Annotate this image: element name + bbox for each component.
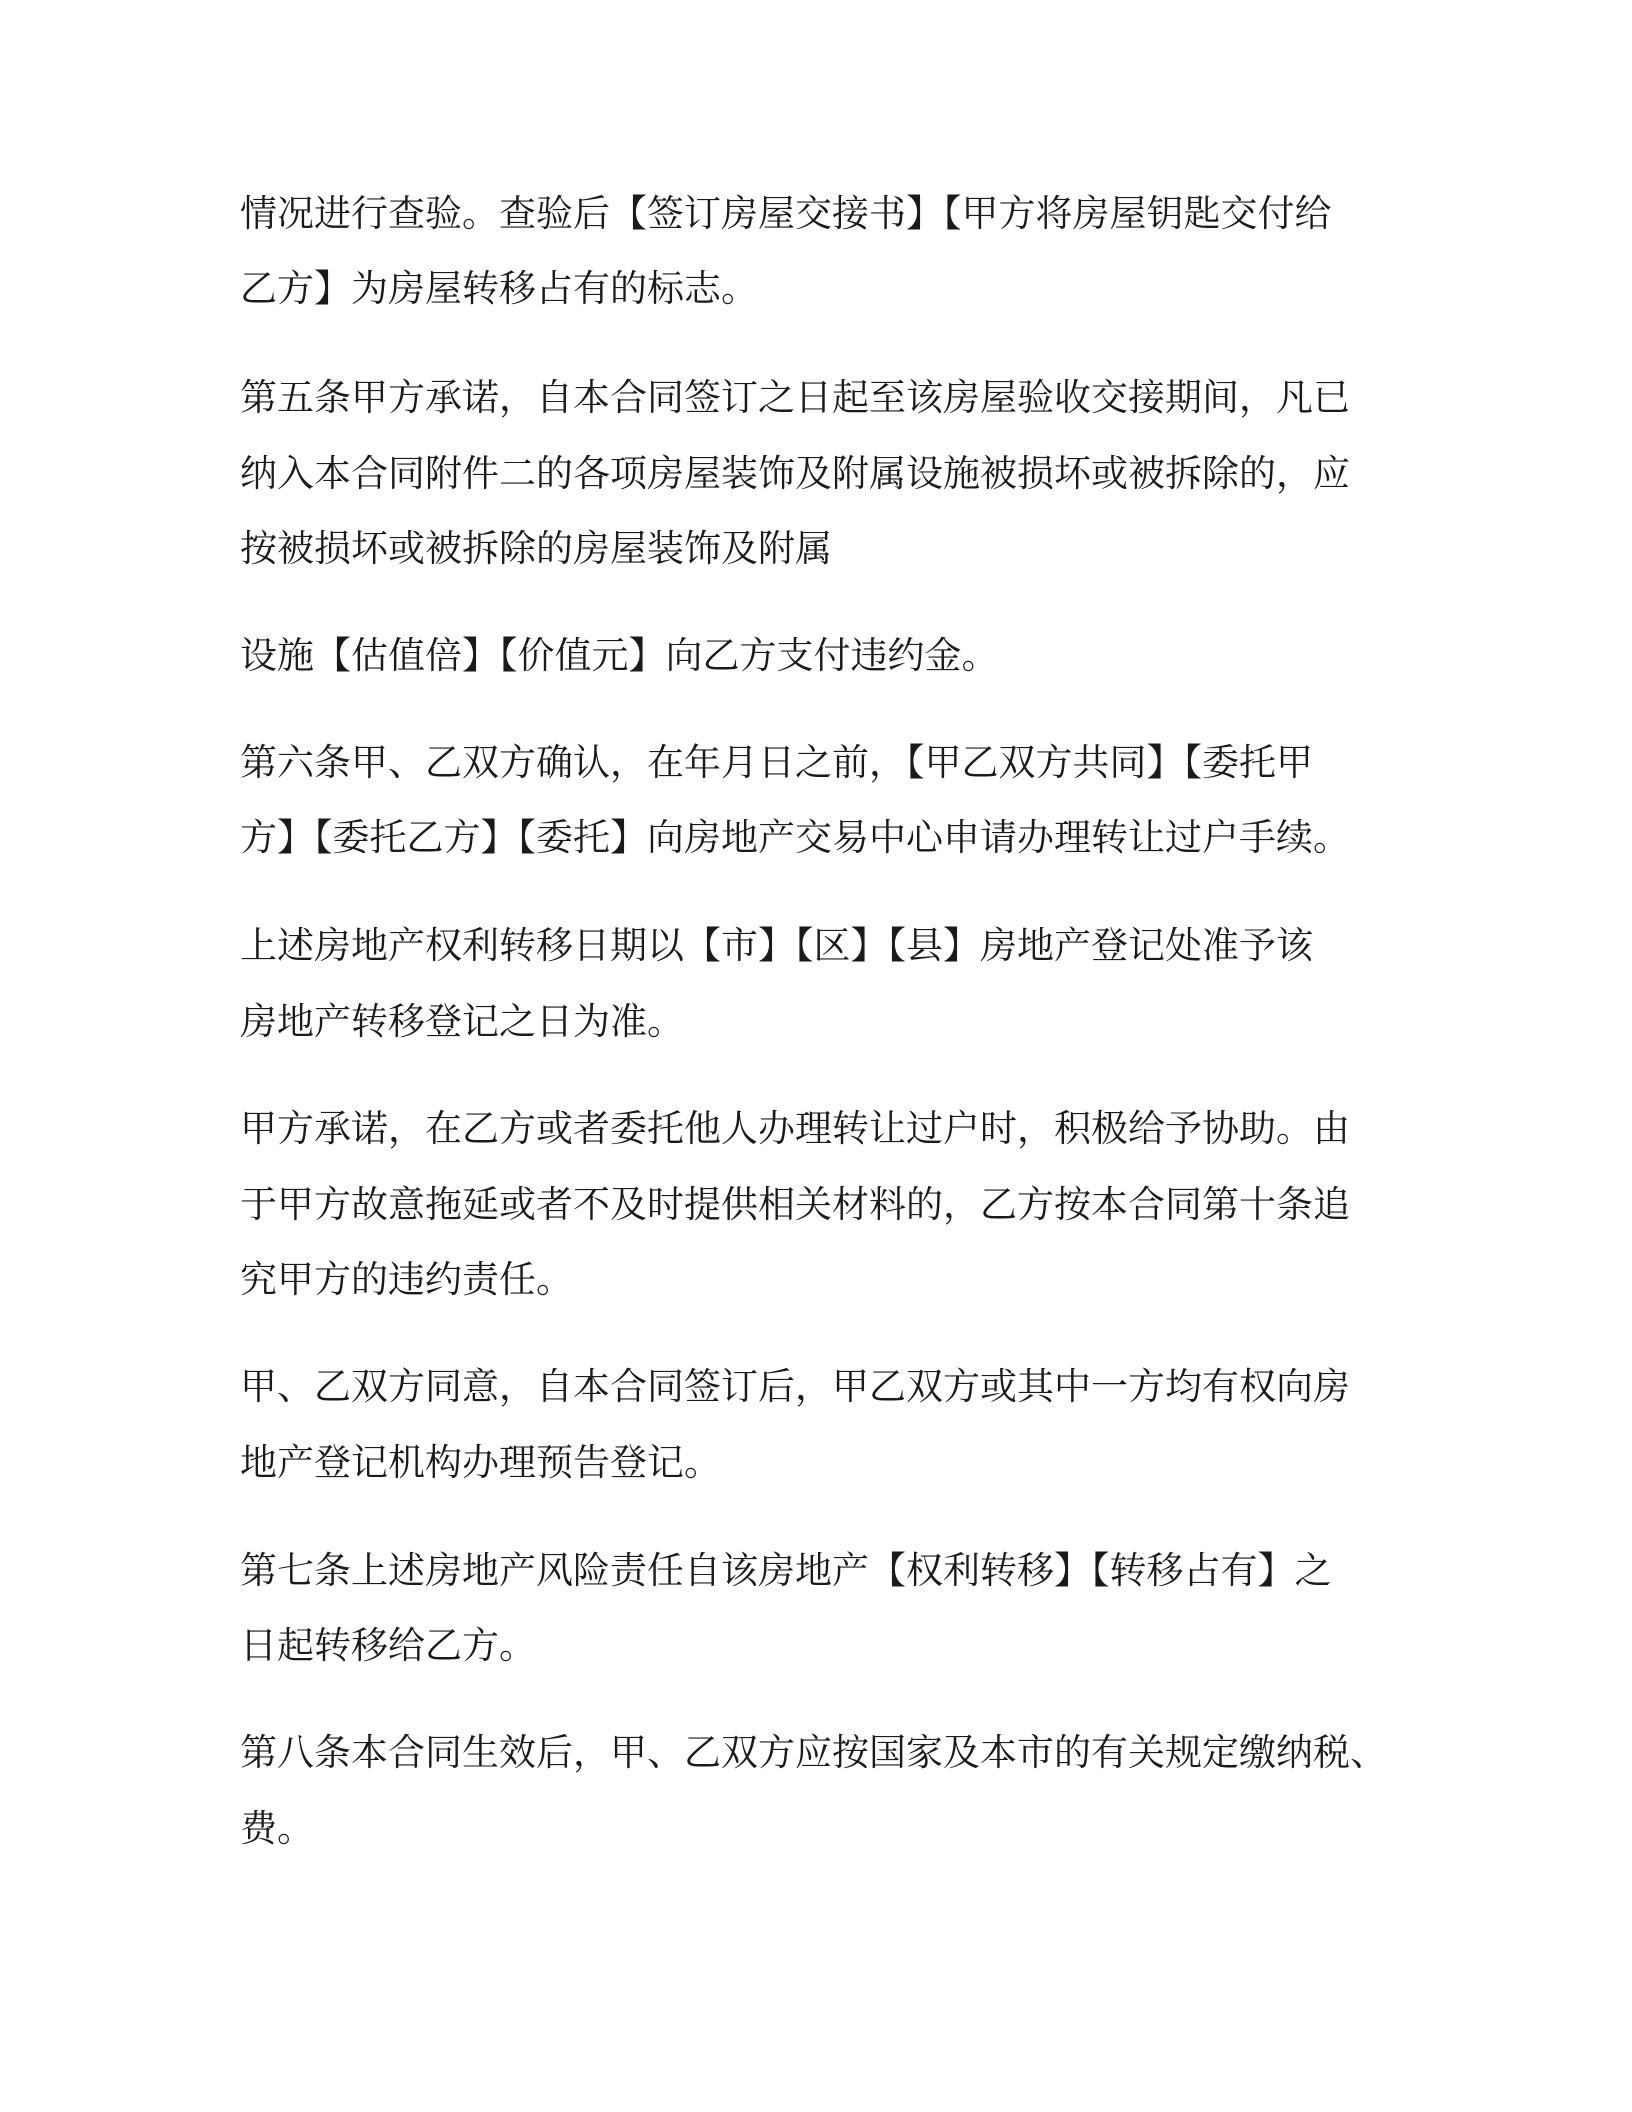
paragraph-line: 甲方承诺，在乙方或者委托他人办理转让过户时，积极给予协助。由 — [240, 1107, 1350, 1150]
paragraph-line: 按被损坏或被拆除的房屋装饰及附属 — [240, 527, 832, 570]
paragraph-line: 纳入本合同附件二的各项房屋装饰及附属设施被损坏或被拆除的，应 — [240, 452, 1350, 495]
paragraph-line: 甲、乙双方同意，自本合同签订后，甲乙双方或其中一方均有权向房 — [240, 1365, 1350, 1408]
paragraph-line: 设施【估值倍】【价值元】向乙方支付违约金。 — [240, 634, 999, 677]
paragraph-line: 第七条上述房地产风险责任自该房地产【权利转移】【转移占有】之 — [240, 1549, 1332, 1592]
paragraph-line: 费。 — [240, 1807, 314, 1850]
paragraph-line: 于甲方故意拖延或者不及时提供相关材料的，乙方按本合同第十条追 — [240, 1183, 1350, 1226]
paragraph-line: 情况进行查验。查验后【签订房屋交接书】【甲方将房屋钥匙交付给 — [240, 192, 1332, 235]
paragraph-line: 第五条甲方承诺，自本合同签订之日起至该房屋验收交接期间，凡已 — [240, 376, 1350, 419]
paragraph-line: 房地产转移登记之日为准。 — [240, 1000, 684, 1043]
paragraph-line: 究甲方的违约责任。 — [240, 1258, 573, 1301]
paragraph-line: 第八条本合同生效后，甲、乙双方应按国家及本市的有关规定缴纳税、 — [240, 1731, 1387, 1774]
paragraph-line: 上述房地产权利转移日期以【市】【区】【县】房地产登记处准予该 — [240, 924, 1313, 967]
paragraph-line: 乙方】为房屋转移占有的标志。 — [240, 267, 758, 310]
paragraph-line: 地产登记机构办理预告登记。 — [240, 1441, 721, 1484]
paragraph-line: 方】【委托乙方】【委托】向房地产交易中心申请办理转让过户手续。 — [240, 816, 1350, 859]
paragraph-line: 日起转移给乙方。 — [240, 1624, 536, 1667]
paragraph-line: 第六条甲、乙双方确认，在年月日之前，【甲乙双方共同】【委托甲 — [240, 741, 1313, 784]
